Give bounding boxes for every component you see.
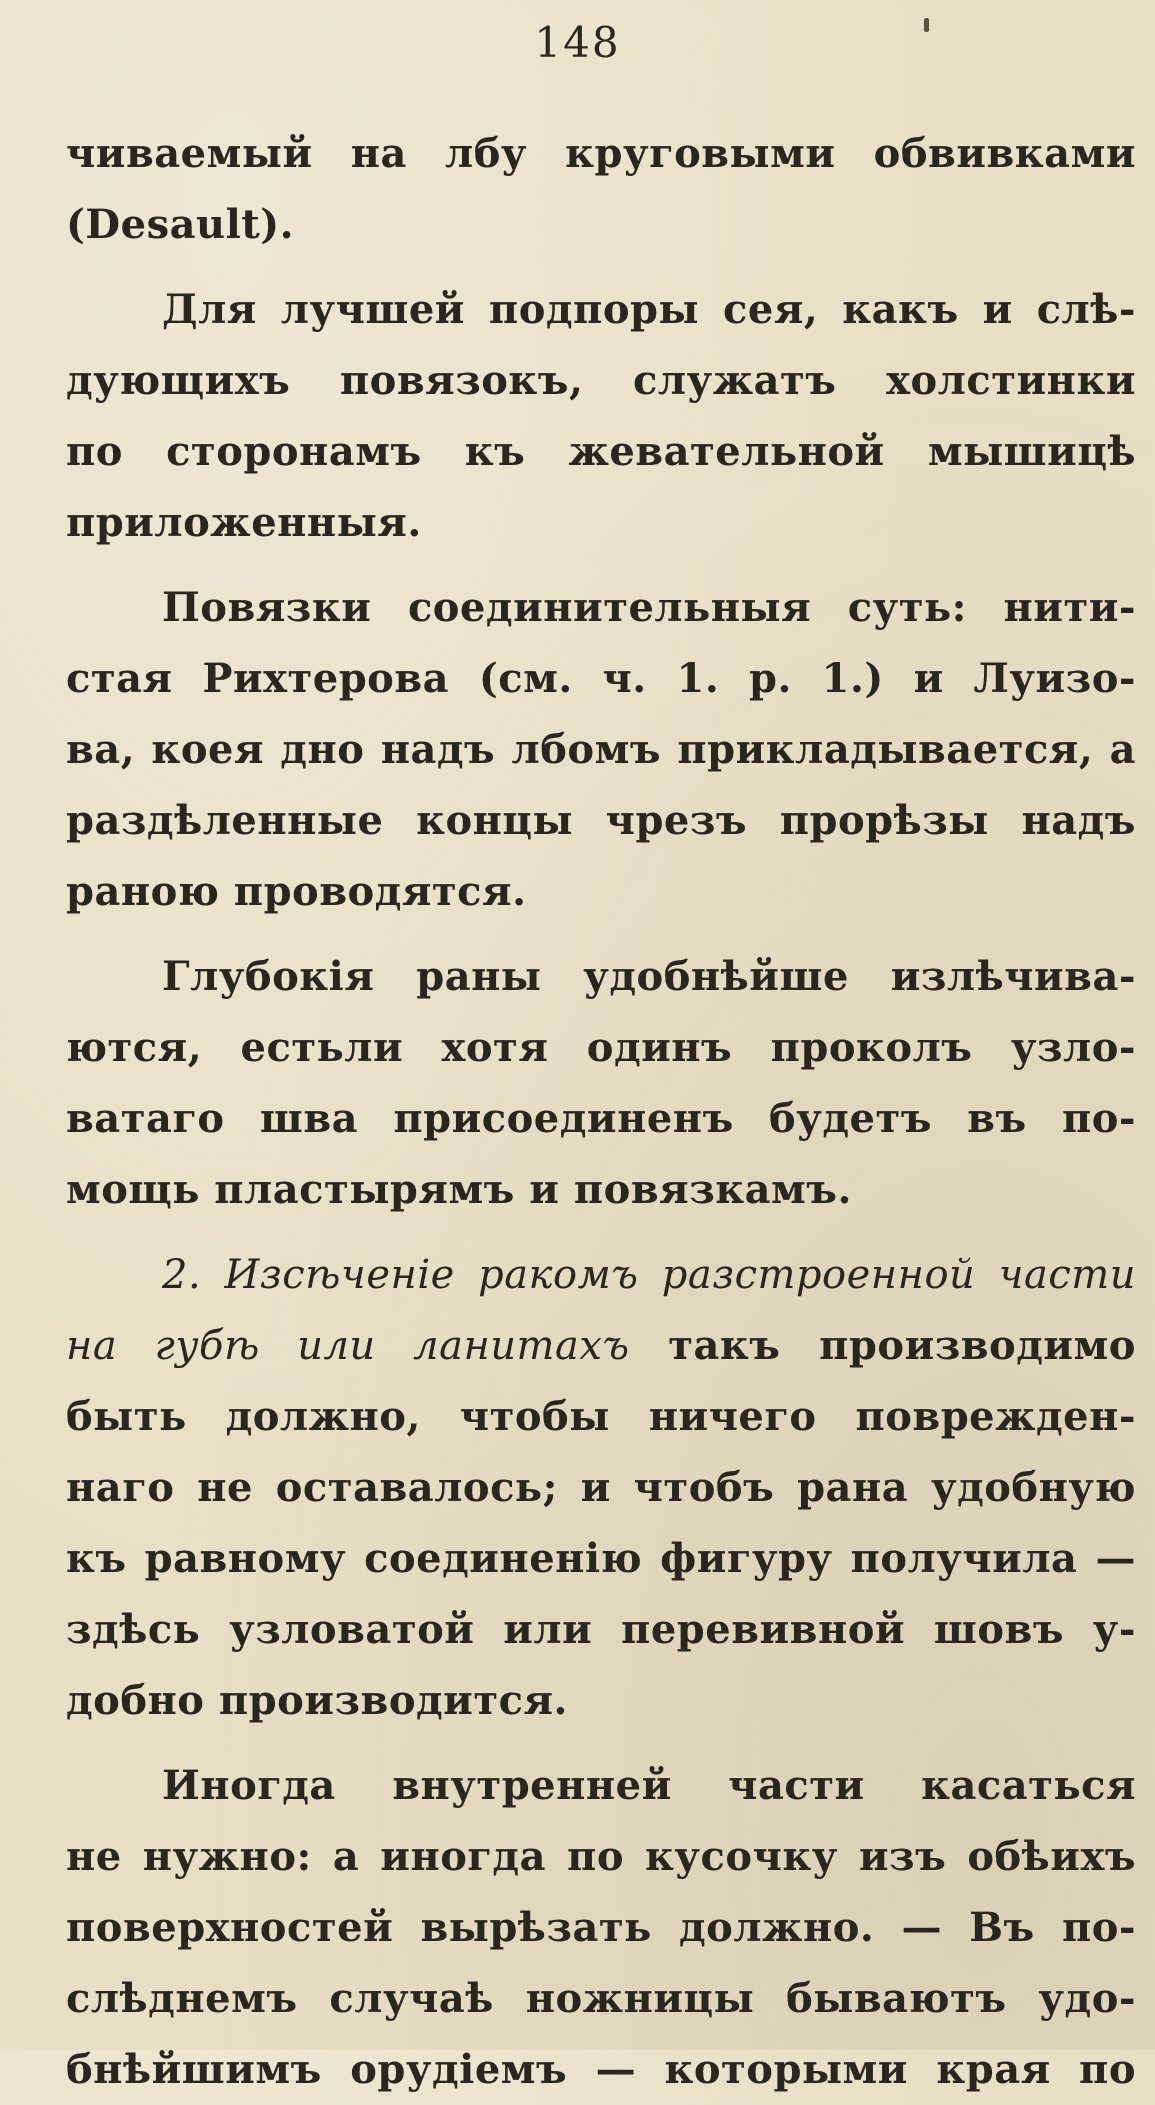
text-line [66,1239,1136,1310]
italic-heading: 2. Изсѣченіе ракомъ разстроенной части [162,1252,1136,1298]
text-line [66,1381,1136,1452]
line-text: быть должно, чтобы ничего поврежден- [66,1393,1136,1440]
text-line [66,274,1136,345]
text-line [66,1083,1136,1154]
text-line [66,1665,1136,1736]
line-text: стая Рихтерова (см. ч. 1. р. 1.) и Луизо- [66,655,1136,702]
text-line [66,1892,1136,1963]
text-line [66,856,1136,927]
text-line [66,1523,1136,1594]
text-line [66,487,1136,558]
text-line [66,416,1136,487]
line-text: мощь пластырямъ и повязкамъ. [66,1166,852,1213]
line-text: чиваемый на лбу круговыми обвивками [66,130,1136,177]
line-text: Повязки соединительныя суть: нити- [162,584,1136,631]
line-text: ются, естьли хотя одинъ проколъ узло- [66,1024,1136,1071]
line-text: бнѣйшимъ орудіемъ — которыми края по [66,2046,1136,2093]
line-text: къ равному соединенію фигуру получила — [66,1535,1136,1582]
line-text: раною проводятся. [66,868,527,915]
text-line [66,1310,1136,1381]
body-text [66,118,1136,2105]
line-text: такъ производимо [629,1322,1136,1369]
line-text: приложенныя. [66,499,422,546]
text-line [66,1012,1136,1083]
page-number: 148 [534,18,621,67]
text-line [66,345,1136,416]
italic-heading: на губѣ или ланитахъ [66,1323,630,1369]
line-text: по сторонамъ къ жевательной мышицѣ [66,428,1136,475]
text-line [66,572,1136,643]
text-line [66,1154,1136,1225]
line-text: ватаго шва присоединенъ будетъ въ по- [66,1095,1136,1142]
line-text: добно производится. [66,1677,568,1724]
text-line [66,1750,1136,1821]
line-text: здѣсь узловатой или перевивной шовъ у- [66,1606,1136,1653]
text-line [66,714,1136,785]
text-line [66,1594,1136,1665]
text-line [66,2034,1136,2105]
text-line [66,1452,1136,1523]
line-text: наго не оставалось; и чтобъ рана удобную [66,1464,1136,1511]
line-text: раздѣленные концы чрезъ прорѣзы надъ [66,797,1136,844]
line-text: (Desault). [66,201,295,248]
text-line [66,785,1136,856]
line-text: слѣднемъ случаѣ ножницы бываютъ удо- [66,1975,1136,2022]
text-line [66,643,1136,714]
text-line [66,1963,1136,2034]
text-line [66,1821,1136,1892]
line-text: ва, коея дно надъ лбомъ прикладывается, а [66,726,1136,773]
line-text: Иногда внутренней части касаться [162,1762,1136,1809]
line-text: Для лучшей подпоры сея, какъ и слѣ- [162,286,1136,333]
line-text: поверхностей вырѣзать должно. — Въ по- [66,1904,1136,1951]
line-text: Глубокія раны удобнѣйше излѣчива- [162,953,1136,1000]
line-text: дующихъ повязокъ, служатъ холстинки [66,357,1136,404]
text-line [66,189,1136,260]
text-line [66,118,1136,189]
line-text: не нужно: а иногда по кусочку изъ обѣихъ [66,1833,1136,1880]
text-line [66,941,1136,1012]
